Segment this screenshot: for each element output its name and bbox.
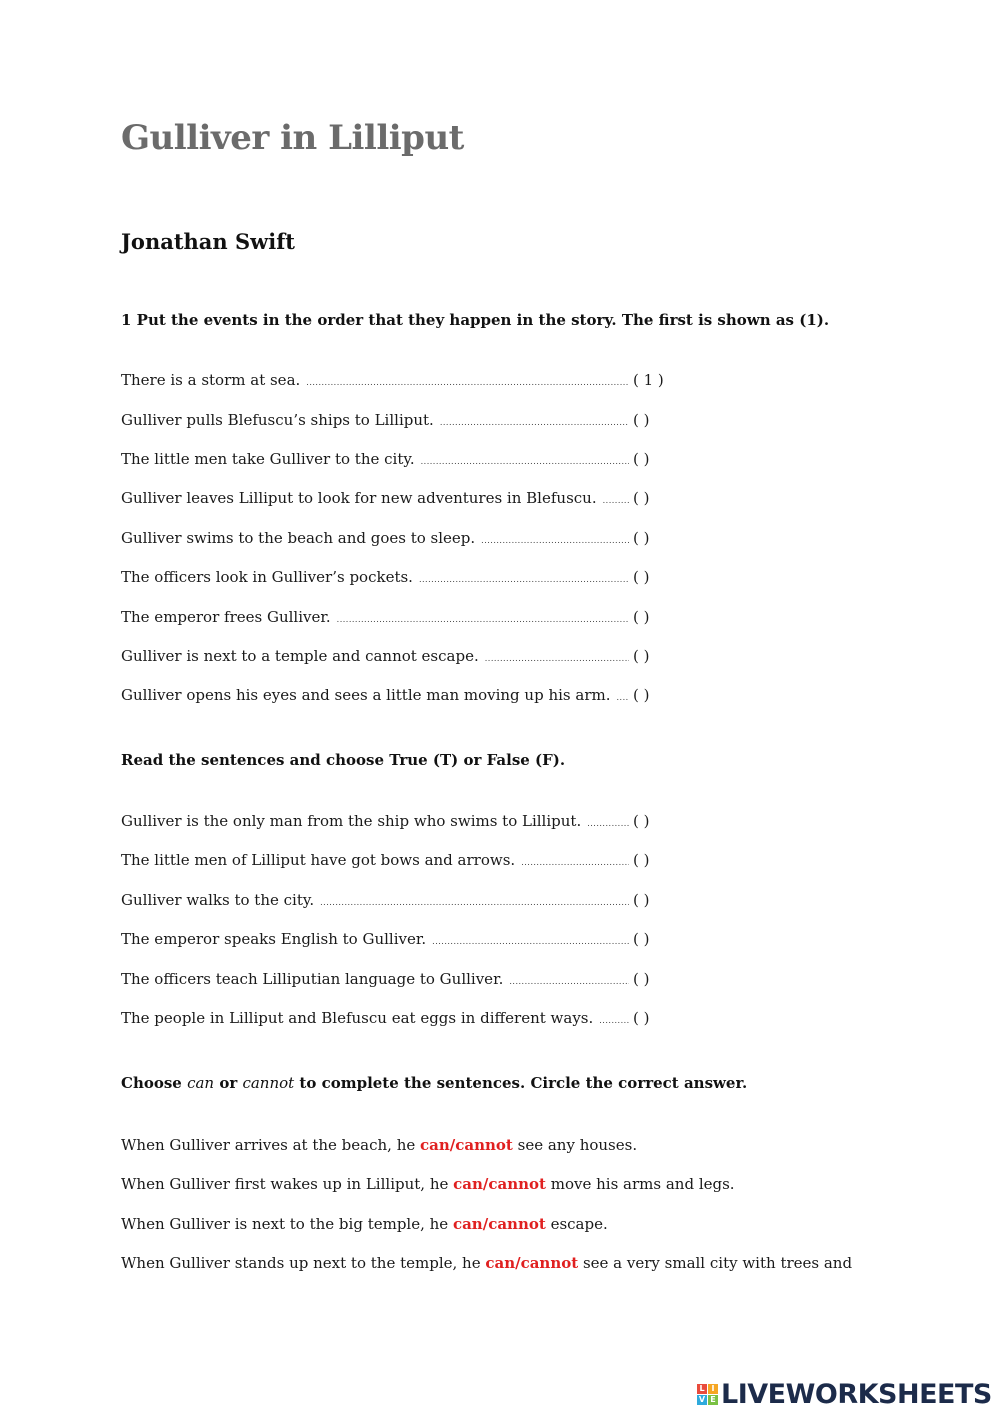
author-name: Jonathan Swift	[121, 229, 295, 254]
logo-text: LIVEWORKSHEETS	[721, 1378, 992, 1410]
logo-tile: E	[708, 1395, 718, 1405]
truefalse-item-text: The people in Lilliput and Blefuscu eat eggs in different ways.	[121, 1009, 594, 1027]
order-item	[121, 686, 661, 708]
answer-box[interactable]: ( )	[633, 686, 650, 704]
answer-box[interactable]: ( )	[633, 930, 650, 948]
leader-dots	[320, 898, 629, 907]
can-cannot-choice[interactable]: can/cannot	[453, 1175, 546, 1193]
answer-box[interactable]: ( )	[633, 489, 650, 507]
order-item-text: There is a storm at sea.	[121, 371, 301, 389]
sentence-end: escape.	[545, 1215, 608, 1233]
leader-dots	[419, 575, 629, 584]
answer-box[interactable]: ( )	[633, 812, 650, 830]
answer-box[interactable]: ( )	[633, 970, 650, 988]
order-item	[121, 647, 661, 669]
sentence-start: When Gulliver is next to the big temple, he	[121, 1215, 453, 1233]
leader-dots	[432, 937, 629, 946]
leader-dots	[485, 654, 629, 663]
instruction-text: or	[214, 1074, 243, 1092]
logo-tile: I	[708, 1384, 718, 1394]
answer-box[interactable]: ( )	[633, 568, 650, 586]
sentence-start: When Gulliver arrives at the beach, he	[121, 1136, 421, 1154]
sentence-start: When Gulliver first wakes up in Lilliput, he	[121, 1175, 454, 1193]
order-item-text: Gulliver pulls Blefuscu’s ships to Lilliput.	[121, 411, 434, 429]
truefalse-item-text: The little men of Lilliput have got bows and arrows.	[121, 851, 516, 869]
leader-dots	[509, 977, 629, 986]
order-item	[121, 489, 661, 511]
order-item	[121, 450, 661, 472]
order-item-text: Gulliver opens his eyes and sees a little man moving up his arm.	[121, 686, 611, 704]
answer-box[interactable]: ( )	[633, 450, 650, 468]
truefalse-item-text: The officers teach Lilliputian language to Gulliver.	[121, 970, 504, 988]
leader-dots	[306, 378, 629, 387]
order-item	[121, 568, 661, 590]
section3-instruction	[121, 1074, 747, 1092]
answer-box[interactable]: ( )	[633, 608, 650, 626]
choice-sentence	[121, 1254, 852, 1272]
truefalse-item	[121, 1009, 661, 1031]
sentence-end: see a very small city with trees and	[578, 1254, 853, 1272]
answer-box[interactable]: ( )	[633, 529, 650, 547]
answer-box[interactable]: ( 1 )	[633, 371, 664, 389]
leader-dots	[421, 457, 629, 466]
instruction-can: can	[187, 1074, 215, 1092]
answer-box[interactable]: ( )	[633, 851, 650, 869]
sentence-start: When Gulliver stands up next to the temple, he	[121, 1254, 486, 1272]
sentence-end: move his arms and legs.	[545, 1175, 735, 1193]
truefalse-item-text: The emperor speaks English to Gulliver.	[121, 930, 427, 948]
leader-dots	[440, 418, 629, 427]
order-item-text: The little men take Gulliver to the city.	[121, 450, 415, 468]
section1-instruction: 1 Put the events in the order that they happen in the story. The first is shown as (1).	[121, 311, 830, 329]
sentence-end: see any houses.	[512, 1136, 638, 1154]
liveworksheets-logo	[697, 1378, 992, 1410]
truefalse-item	[121, 812, 661, 834]
choice-sentence	[121, 1175, 735, 1193]
liveworksheets-icon	[697, 1384, 718, 1405]
answer-box[interactable]: ( )	[633, 411, 650, 429]
order-item	[121, 371, 664, 393]
section2-instruction: Read the sentences and choose True (T) or False (F).	[121, 751, 566, 769]
truefalse-item	[121, 851, 661, 873]
choice-sentence	[121, 1136, 637, 1154]
leader-dots	[521, 858, 629, 867]
order-item	[121, 529, 661, 551]
can-cannot-choice[interactable]: can/cannot	[420, 1136, 513, 1154]
order-item-text: Gulliver leaves Lilliput to look for new adventures in Blefuscu.	[121, 489, 597, 507]
leader-dots	[599, 1016, 629, 1025]
answer-box[interactable]: ( )	[633, 1009, 650, 1027]
order-item-text: The officers look in Gulliver’s pockets.	[121, 568, 413, 586]
answer-box[interactable]: ( )	[633, 647, 650, 665]
order-item	[121, 411, 661, 433]
instruction-cannot: cannot	[242, 1074, 295, 1092]
can-cannot-choice[interactable]: can/cannot	[485, 1254, 579, 1272]
leader-dots	[481, 536, 629, 545]
leader-dots	[587, 819, 629, 828]
instruction-text: Choose	[121, 1074, 188, 1092]
can-cannot-choice[interactable]: can/cannot	[452, 1215, 546, 1233]
answer-box[interactable]: ( )	[633, 891, 650, 909]
instruction-text: to complete the sentences. Circle the correct answer.	[294, 1074, 748, 1092]
leader-dots	[337, 615, 629, 624]
truefalse-item	[121, 891, 661, 913]
page-title: Gulliver in Lilliput	[121, 118, 464, 158]
order-item-text: Gulliver swims to the beach and goes to sleep.	[121, 529, 476, 547]
truefalse-item	[121, 930, 661, 952]
choice-sentence	[121, 1215, 608, 1233]
truefalse-item	[121, 970, 661, 992]
truefalse-item-text: Gulliver walks to the city.	[121, 891, 315, 909]
order-item-text: Gulliver is next to a temple and cannot escape.	[121, 647, 479, 665]
leader-dots	[617, 693, 630, 702]
truefalse-item-text: Gulliver is the only man from the ship who swims to Lilliput.	[121, 812, 582, 830]
logo-tile: L	[697, 1384, 707, 1394]
order-item-text: The emperor frees Gulliver.	[121, 608, 331, 626]
logo-tile: V	[698, 1394, 706, 1404]
order-item	[121, 608, 661, 630]
leader-dots	[603, 496, 629, 505]
